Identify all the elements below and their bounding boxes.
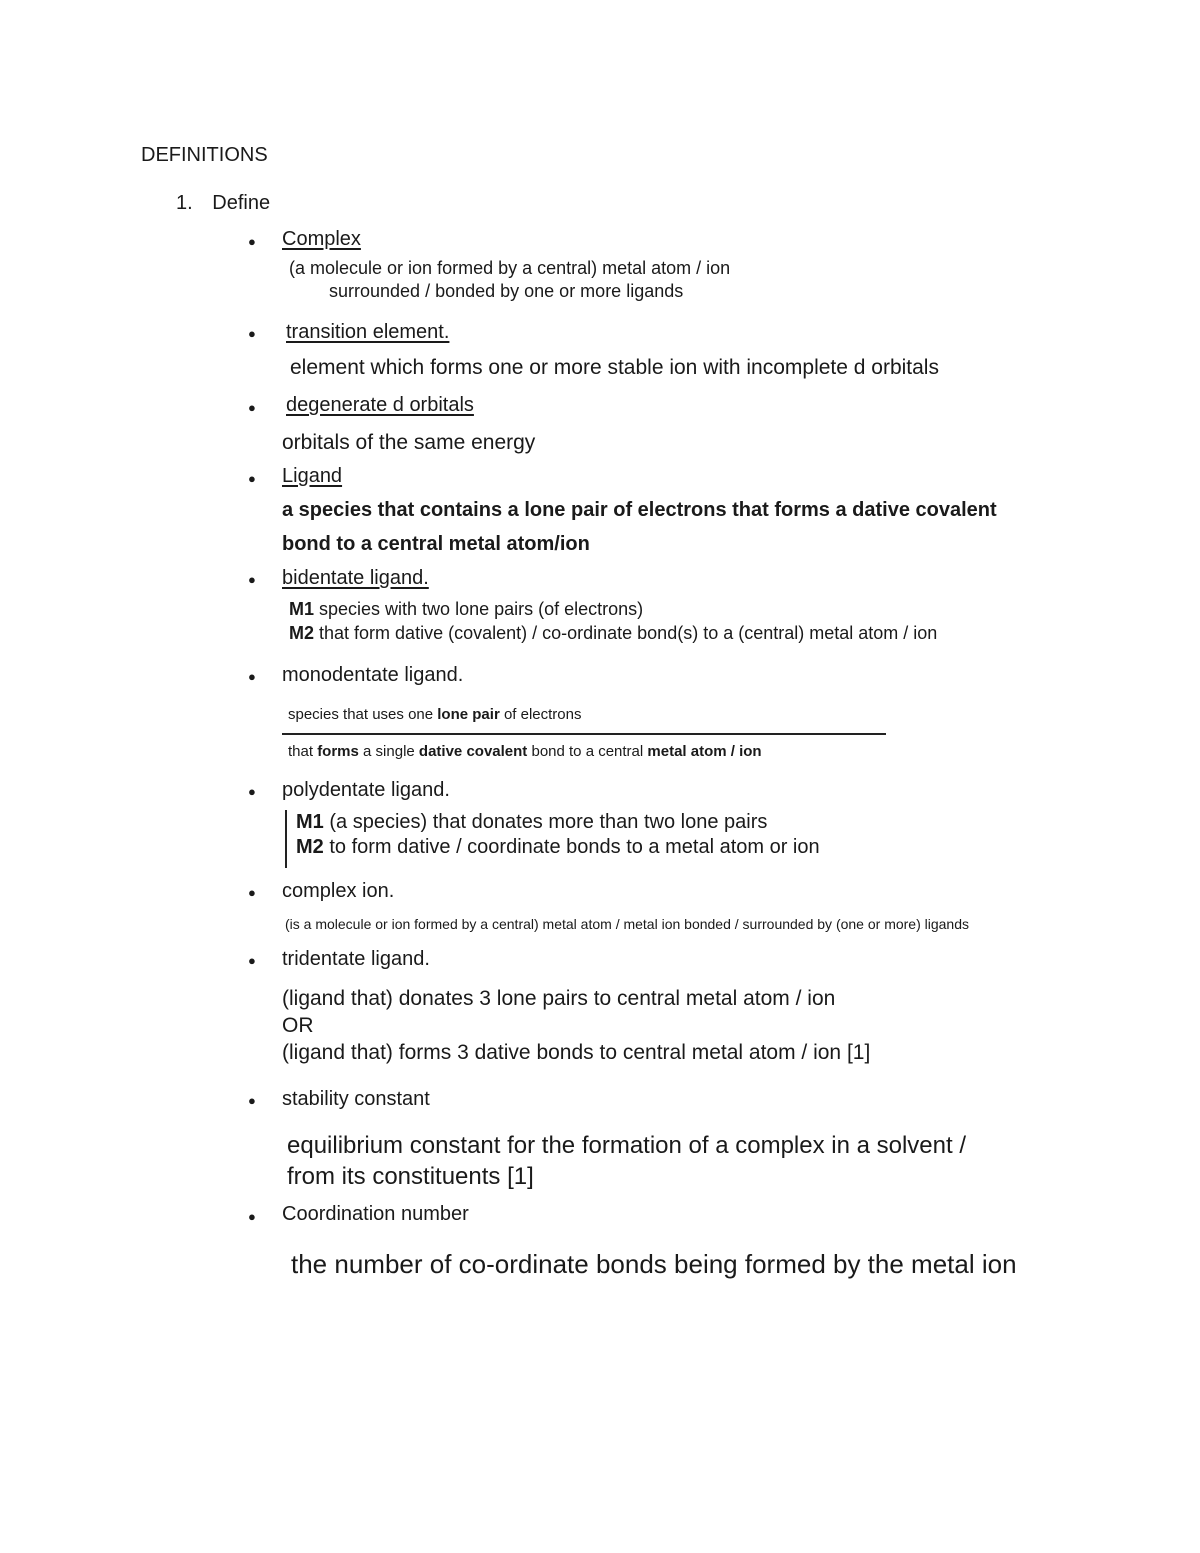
- tridentate-answer-line-1: (ligand that) donates 3 lone pairs to central metal atom / ion: [282, 987, 836, 1010]
- page-heading: DEFINITIONS: [141, 144, 268, 166]
- term-tridentate-ligand: tridentate ligand.: [282, 948, 430, 970]
- bullet-icon: ●: [248, 400, 256, 415]
- bullet-icon: ●: [248, 234, 256, 249]
- bullet-icon: ●: [248, 669, 256, 684]
- mark-text: (a species) that donates more than two lone pairs: [323, 811, 768, 833]
- term-bidentate-ligand: bidentate ligand.: [282, 567, 429, 589]
- mark-label: M2: [296, 836, 324, 858]
- term-stability-constant: stability constant: [282, 1088, 430, 1110]
- ligand-answer-line-1: a species that contains a lone pair of electrons that forms a dative covalent: [282, 499, 997, 521]
- answer-border: [285, 810, 287, 868]
- term-complex-ion: complex ion.: [282, 880, 395, 902]
- bullet-icon: ●: [248, 471, 256, 486]
- polydentate-answer-m2: [296, 836, 820, 859]
- mark-label: M1: [289, 599, 315, 619]
- term-complex: Complex: [282, 228, 361, 250]
- monodentate-answer-line-1: species that uses one lone pair of electrons: [288, 706, 582, 723]
- term-ligand: Ligand: [282, 465, 343, 487]
- term-transition-element: transition element.: [286, 321, 450, 343]
- coordination-answer: the number of co-ordinate bonds being formed by the metal ion: [291, 1249, 1017, 1279]
- question-text: Define: [212, 192, 271, 214]
- bullet-icon: ●: [248, 572, 256, 587]
- stability-answer-line-1: equilibrium constant for the formation of a complex in a solvent /: [287, 1132, 967, 1159]
- mark-text: species with two lone pairs (of electrons): [314, 599, 644, 619]
- complex-answer-line-2: surrounded / bonded by one or more ligands: [329, 281, 684, 301]
- bullet-icon: ●: [248, 953, 256, 968]
- bullet-icon: ●: [248, 1093, 256, 1108]
- bullet-icon: ●: [248, 1209, 256, 1224]
- tridentate-answer-line-3: (ligand that) forms 3 dative bonds to central metal atom / ion [1]: [282, 1041, 871, 1064]
- monodentate-answer-line-2: that forms a single dative covalent bond to a central metal atom / ion: [288, 743, 762, 760]
- question-1: [176, 192, 270, 215]
- bidentate-answer-m1: [289, 599, 643, 620]
- bullet-icon: ●: [248, 784, 256, 799]
- mark-label: M1: [296, 811, 324, 833]
- complex-ion-answer: (is a molecule or ion formed by a central) metal atom / metal ion bonded / surrounded by (one or more) ligands: [285, 916, 970, 932]
- bullet-icon: ●: [248, 326, 256, 341]
- table-divider: [282, 733, 886, 735]
- ligand-answer-line-2: bond to a central metal atom/ion: [282, 533, 590, 555]
- term-degenerate-d-orbitals: degenerate d orbitals: [286, 394, 474, 416]
- complex-answer-line-1: (a molecule or ion formed by a central) metal atom / ion: [289, 258, 731, 278]
- mark-text: that form dative (covalent) / co-ordinate bond(s) to a (central) metal atom / ion: [314, 623, 938, 643]
- question-number: 1.: [176, 192, 193, 214]
- tridentate-answer-line-2: OR: [282, 1014, 314, 1037]
- polydentate-answer-m1: [296, 811, 767, 834]
- mark-text: to form dative / coordinate bonds to a metal atom or ion: [323, 836, 820, 858]
- mark-label: M2: [289, 623, 315, 643]
- term-polydentate-ligand: polydentate ligand.: [282, 779, 450, 801]
- stability-answer-line-2: from its constituents [1]: [287, 1163, 534, 1190]
- term-monodentate-ligand: monodentate ligand.: [282, 664, 464, 686]
- bullet-icon: ●: [248, 885, 256, 900]
- transition-element-answer: element which forms one or more stable ion with incomplete d orbitals: [290, 356, 939, 379]
- degenerate-answer: orbitals of the same energy: [282, 431, 536, 454]
- term-coordination-number: Coordination number: [282, 1203, 469, 1225]
- bidentate-answer-m2: [289, 623, 937, 644]
